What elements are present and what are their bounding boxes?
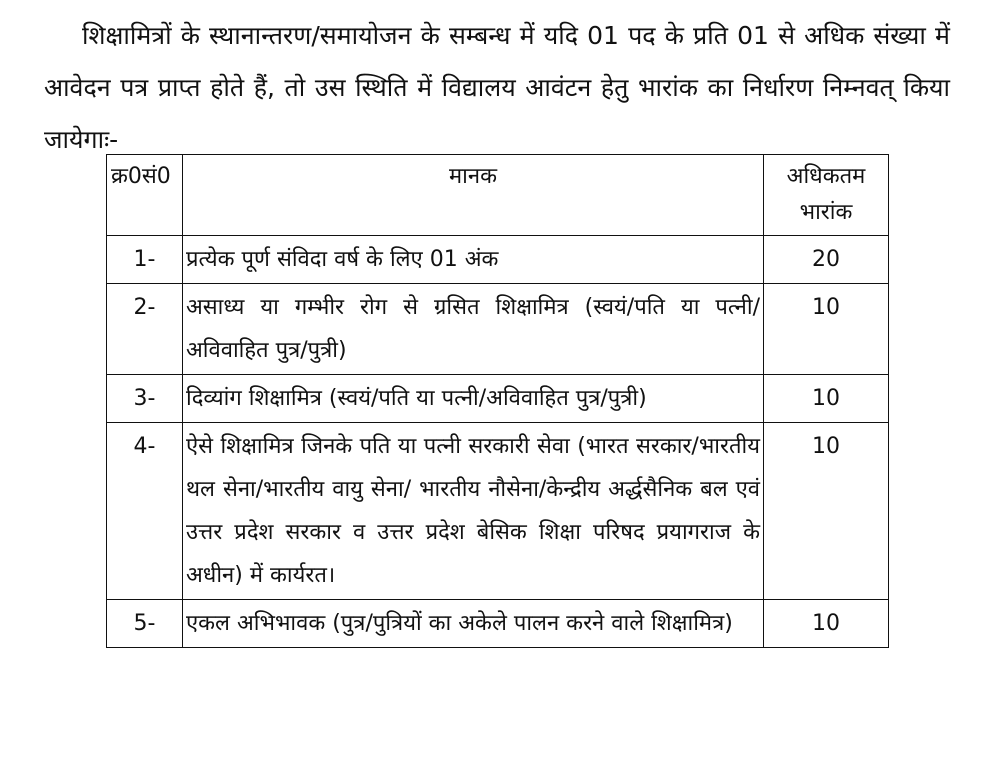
row-marks: 20 [764, 236, 889, 284]
row-marks: 10 [764, 600, 889, 648]
row-marks: 10 [764, 375, 889, 423]
table-header-row [107, 155, 889, 236]
row-criteria: असाध्य या गम्भीर रोग से ग्रसित शिक्षामित्र (स्वयं/पति या पत्नी/अविवाहित पुत्र/पुत्री) [183, 284, 764, 375]
table-row [107, 375, 889, 423]
row-serial-number: 4- [107, 423, 183, 600]
row-marks: 10 [764, 284, 889, 375]
row-marks: 10 [764, 423, 889, 600]
row-criteria: दिव्यांग शिक्षामित्र (स्वयं/पति या पत्नी/अविवाहित पुत्र/पुत्री) [183, 375, 764, 423]
row-criteria: एकल अभिभावक (पुत्र/पुत्रियों का अकेले पालन करने वाले शिक्षामित्र) [183, 600, 764, 648]
table-row [107, 600, 889, 648]
row-serial-number: 2- [107, 284, 183, 375]
row-criteria: ऐसे शिक्षामित्र जिनके पति या पत्नी सरकारी सेवा (भारत सरकार/भारतीय थल सेना/भारतीय वायु सेना/ भारतीय नौसेना/केन्द्रीय अर्द्धसैनिक बल एवं उत्तर प्रदेश सरकार व उत्तर प्रदेश बेसिक शिक्षा परिषद प्रयागराज के अधीन) में कार्यरत। [183, 423, 764, 600]
row-serial-number: 1- [107, 236, 183, 284]
intro-paragraph: शिक्षामित्रों के स्थानान्तरण/समायोजन के सम्बन्ध में यदि 01 पद के प्रति 01 से अधिक संख्या में आवेदन पत्र प्राप्त होते हैं, तो उस स्थिति में विद्यालय आवंटन हेतु भारांक का निर्धारण निम्नवत् किया जायेगाः- [44, 21, 950, 154]
header-serial-number: क्र0सं0 [107, 155, 183, 236]
table-row [107, 423, 889, 600]
row-criteria: प्रत्येक पूर्ण संविदा वर्ष के लिए 01 अंक [183, 236, 764, 284]
row-serial-number: 3- [107, 375, 183, 423]
weightage-table [106, 154, 889, 648]
table-row [107, 236, 889, 284]
row-serial-number: 5- [107, 600, 183, 648]
table-row [107, 284, 889, 375]
header-max-marks: अधिकतम भारांक [764, 155, 889, 236]
header-criteria: मानक [183, 155, 764, 236]
